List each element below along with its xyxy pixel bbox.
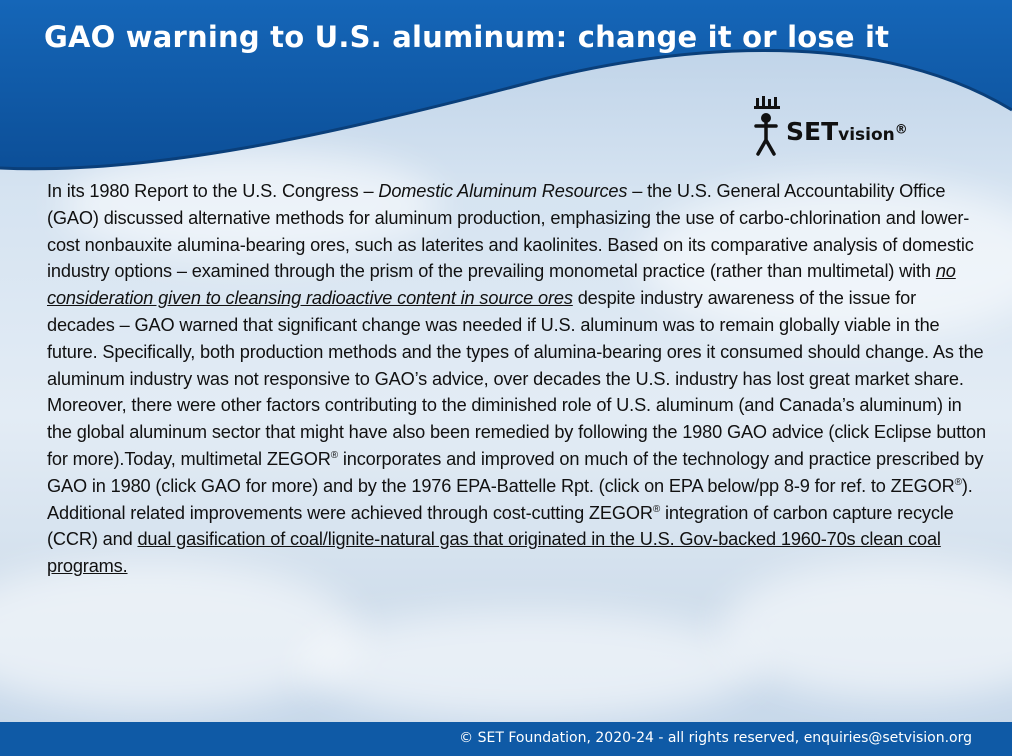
cloud-decoration: [720, 560, 1012, 700]
logo-brand-vision: vision: [838, 125, 895, 145]
footer-bar: [0, 722, 1012, 756]
logo-wordmark: [786, 117, 908, 146]
cloud-decoration: [300, 610, 760, 720]
logo-registered-mark: ®: [894, 122, 908, 138]
body-text-segment: integration of carbon capture recycle (CCR) and: [47, 502, 954, 550]
registered-mark: ®: [330, 449, 338, 461]
clean-coal-emphasis: dual gasification of coal/lignite-natural gas that originated in the U.S. Gov-backed 1960-70s clean coal programs.: [47, 529, 941, 577]
body-text-segment: In its 1980 Report to the U.S. Congress –: [47, 181, 379, 201]
body-text-segment: incorporates and improved on much of the technology and practice prescribed by GAO in 1980 (click GAO for more) and by the 1976 EPA-Battelle Rpt. (click on EPA below/pp 8-9 for ref. to ZEGOR: [47, 448, 984, 496]
footer-copyright: © SET Foundation, 2020-24 - all rights reserved, enquiries@setvision.org: [459, 730, 972, 746]
cloud-decoration: [0, 560, 360, 710]
stick-figure-tree-icon: [754, 96, 780, 154]
body-text-segment: despite industry awareness of the issue for decades – GAO warned that significant change was needed if U.S. aluminum was to remain globally viable in the future. Specifically, both production methods and the types of alumina-bearing ores it consumed should change. As the aluminum industry was not responsive to GAO’s advice, over decades the U.S. industry has lost great market share. Moreover, there were other factors contributing to the diminished role of U.S. aluminum (and Canada’s aluminum) in the global aluminum sector that might have also been remedied by following the 1980 GAO advice (click Eclipse button for more).Today, multimetal ZEGOR: [47, 288, 986, 469]
body-text-segment: ). Additional related improvements were achieved through cost-cutting ZEGOR: [47, 475, 973, 523]
radioactive-emphasis: no consideration given to cleansing radioactive content in source ores: [47, 261, 956, 309]
body-paragraph: [47, 178, 987, 580]
report-title: Domestic Aluminum Resources: [378, 181, 628, 201]
body-text-segment: – the U.S. General Accountability Office (GAO) discussed alternative methods for aluminum production, emphasizing the use of carbo-chlorination and lower-cost nonbauxite alumina-bearing ores, such as laterites and kaolinites. Based on its comparative analysis of domestic industry options – examined through the prism of the prevailing monometal practice (rather than multimetal) with: [47, 181, 974, 282]
page-title: GAO warning to U.S. aluminum: change it or lose it: [44, 20, 890, 54]
registered-mark: ®: [954, 476, 962, 488]
registered-mark: ®: [652, 503, 661, 515]
logo-brand-set: SET: [786, 117, 839, 146]
